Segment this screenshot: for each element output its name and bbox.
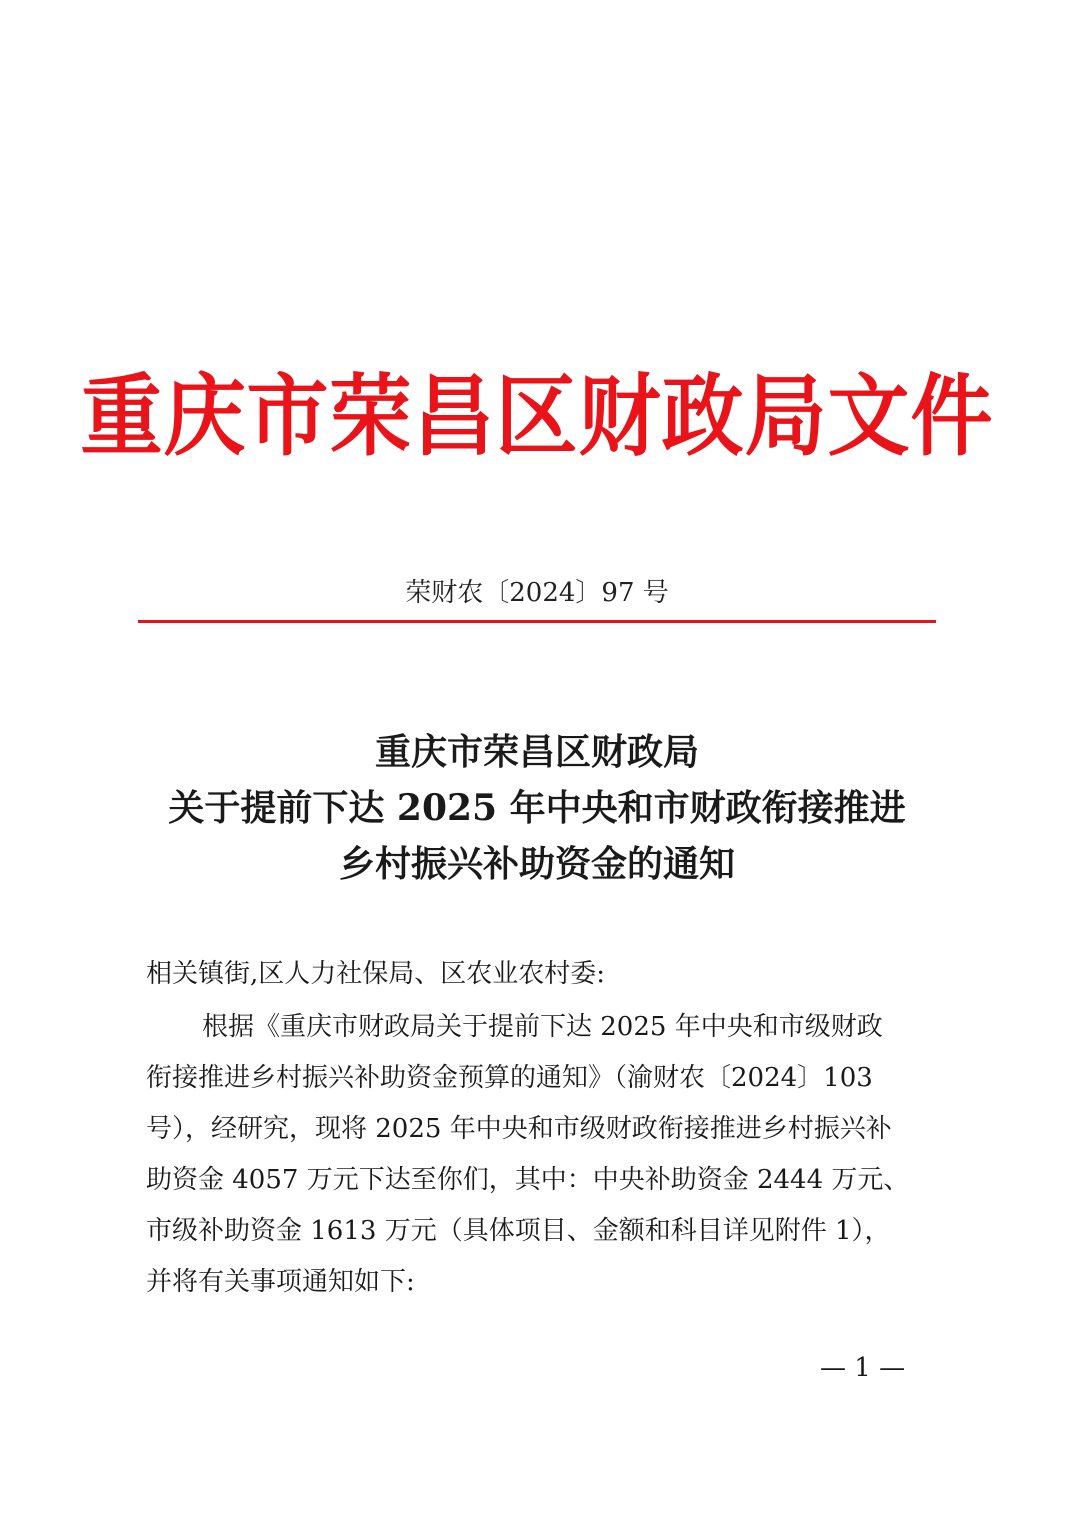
body-line-4: 助资金 4057 万元下达至你们，其中：中央补助资金 2444 万元、 <box>146 1165 910 1195</box>
body-line-1: 根据《重庆市财政局关于提前下达 2025 年中央和市级财政 <box>202 1012 883 1042</box>
body-line-2: 衔接推进乡村振兴补助资金预算的通知》（渝财农〔2024〕103 <box>146 1063 873 1093</box>
body-line-3: 号），经研究，现将 2025 年中央和市级财政衔接推进乡村振兴补 <box>146 1114 892 1144</box>
body-line-5: 市级补助资金 1613 万元（具体项目、金额和科目详见附件 1）， <box>146 1216 891 1246</box>
title-line-1: 重庆市荣昌区财政局 <box>374 731 699 773</box>
title-line-2: 关于提前下达 2025 年中央和市财政衔接推进 <box>168 787 906 829</box>
page-number: — 1 — <box>820 1353 906 1383</box>
document-number: 荣财农〔2024〕97 号 <box>405 578 669 608</box>
title-line-3: 乡村振兴补助资金的通知 <box>338 843 735 885</box>
body-line-6: 并将有关事项通知如下: <box>146 1267 415 1297</box>
red-divider <box>138 620 936 623</box>
salutation: 相关镇街,区人力社保局、区农业农村委: <box>146 959 606 989</box>
body-paragraph <box>146 1002 909 1308</box>
document-masthead: 重庆市荣昌区财政局文件 <box>80 366 994 469</box>
document-title <box>0 724 1074 892</box>
